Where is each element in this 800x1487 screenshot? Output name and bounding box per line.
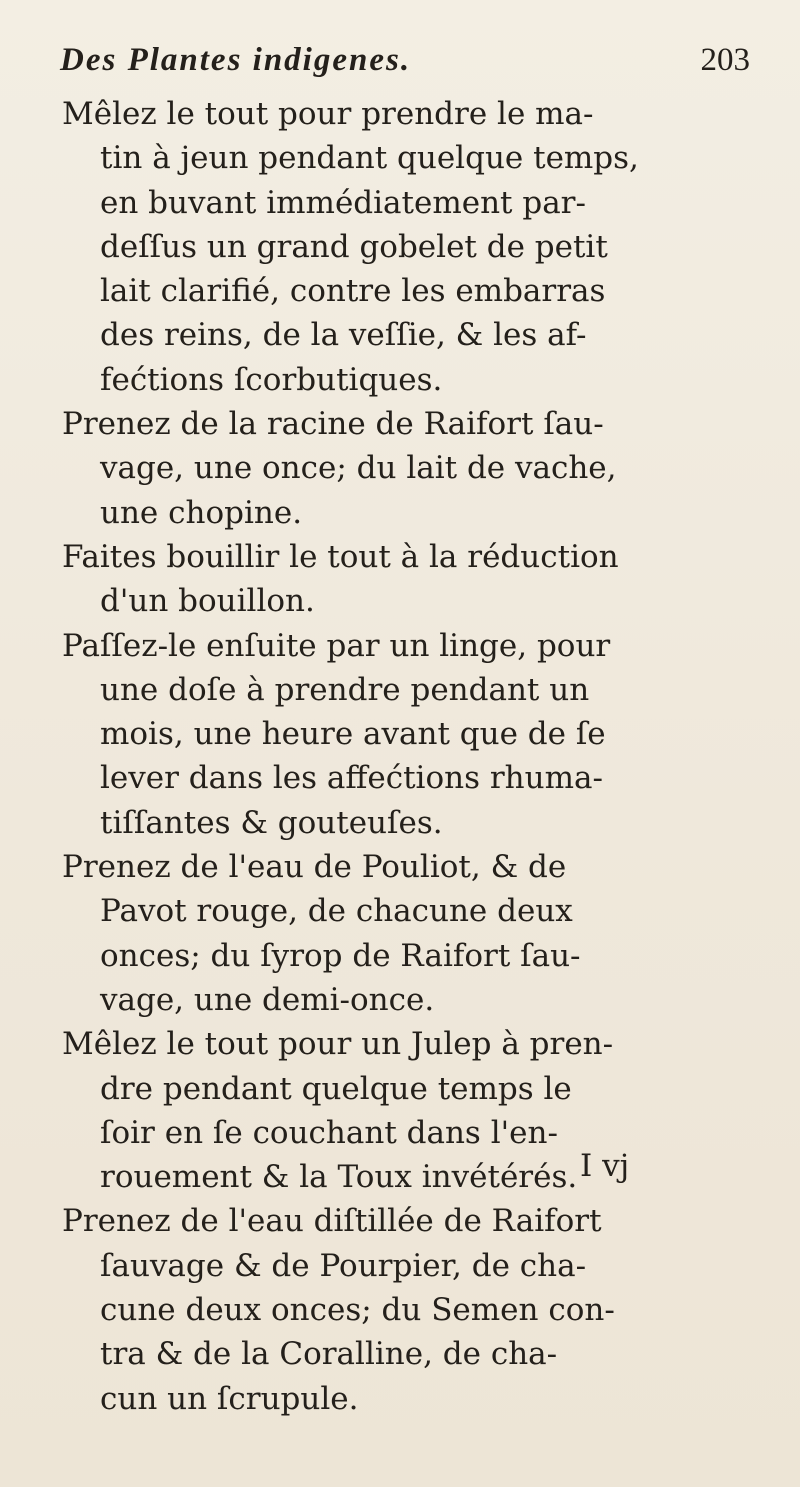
text-line: cun un ſcrupule. <box>100 1380 359 1417</box>
running-head <box>60 42 750 92</box>
text-line: mois, une heure avant que de ſe <box>100 716 606 753</box>
text-line: dre pendant quelque temps le <box>100 1070 572 1107</box>
text-line: rouement & la Toux invétérés. <box>100 1159 578 1196</box>
text-line: Prenez de la racine de Raifort ſau- <box>62 406 604 443</box>
text-line: vage, une once; du lait de vache, <box>100 450 617 487</box>
text-line: en buvant immédiatement par- <box>100 184 586 221</box>
text-line: tin à jeun pendant quelque temps, <box>100 140 639 177</box>
body-text <box>62 92 752 1421</box>
text-line: des reins, de la veſſie, & les af- <box>100 317 587 354</box>
text-line: une doſe à prendre pendant un <box>100 671 590 708</box>
page-number: 203 <box>700 42 750 78</box>
text-line: lever dans les affećtions rhuma- <box>100 760 603 797</box>
text-line: ſauvage & de Pourpier, de cha- <box>100 1247 587 1284</box>
text-line: Mêlez le tout pour prendre le ma- <box>62 96 594 132</box>
text-line: une chopine. <box>100 494 303 531</box>
text-line: tiſſantes & gouteuſes. <box>100 804 443 841</box>
text-line: Mêlez le tout pour un Julep à pren- <box>62 1026 614 1063</box>
text-line: Faites bouillir le tout à la réduction <box>62 538 619 575</box>
text-line: deſſus un grand gobelet de petit <box>100 228 608 265</box>
text-line: ſoir en ſe couchant dans l'en- <box>100 1114 558 1151</box>
text-line: fećtions ſcorbutiques. <box>100 361 443 398</box>
text-line: tra & de la Coralline, de cha- <box>100 1336 558 1373</box>
text-line: onces; du ſyrop de Raifort ſau- <box>100 937 581 974</box>
text-line: d'un bouillon. <box>100 583 315 620</box>
running-title: Des Plantes indigenes. <box>60 42 412 78</box>
text-line: vage, une demi-once. <box>100 981 435 1018</box>
signature-mark: I vj <box>580 1148 630 1184</box>
text-line: Paſſez-le enſuite par un linge, pour <box>62 627 611 664</box>
text-line: Prenez de l'eau diſtillée de Raifort <box>62 1203 602 1240</box>
text-line: Prenez de l'eau de Pouliot, & de <box>62 849 567 886</box>
text-line: cune deux onces; du Semen con- <box>100 1292 615 1329</box>
text-line: lait clarifié, contre les embarras <box>100 273 606 310</box>
text-line: Pavot rouge, de chacune deux <box>100 893 573 930</box>
